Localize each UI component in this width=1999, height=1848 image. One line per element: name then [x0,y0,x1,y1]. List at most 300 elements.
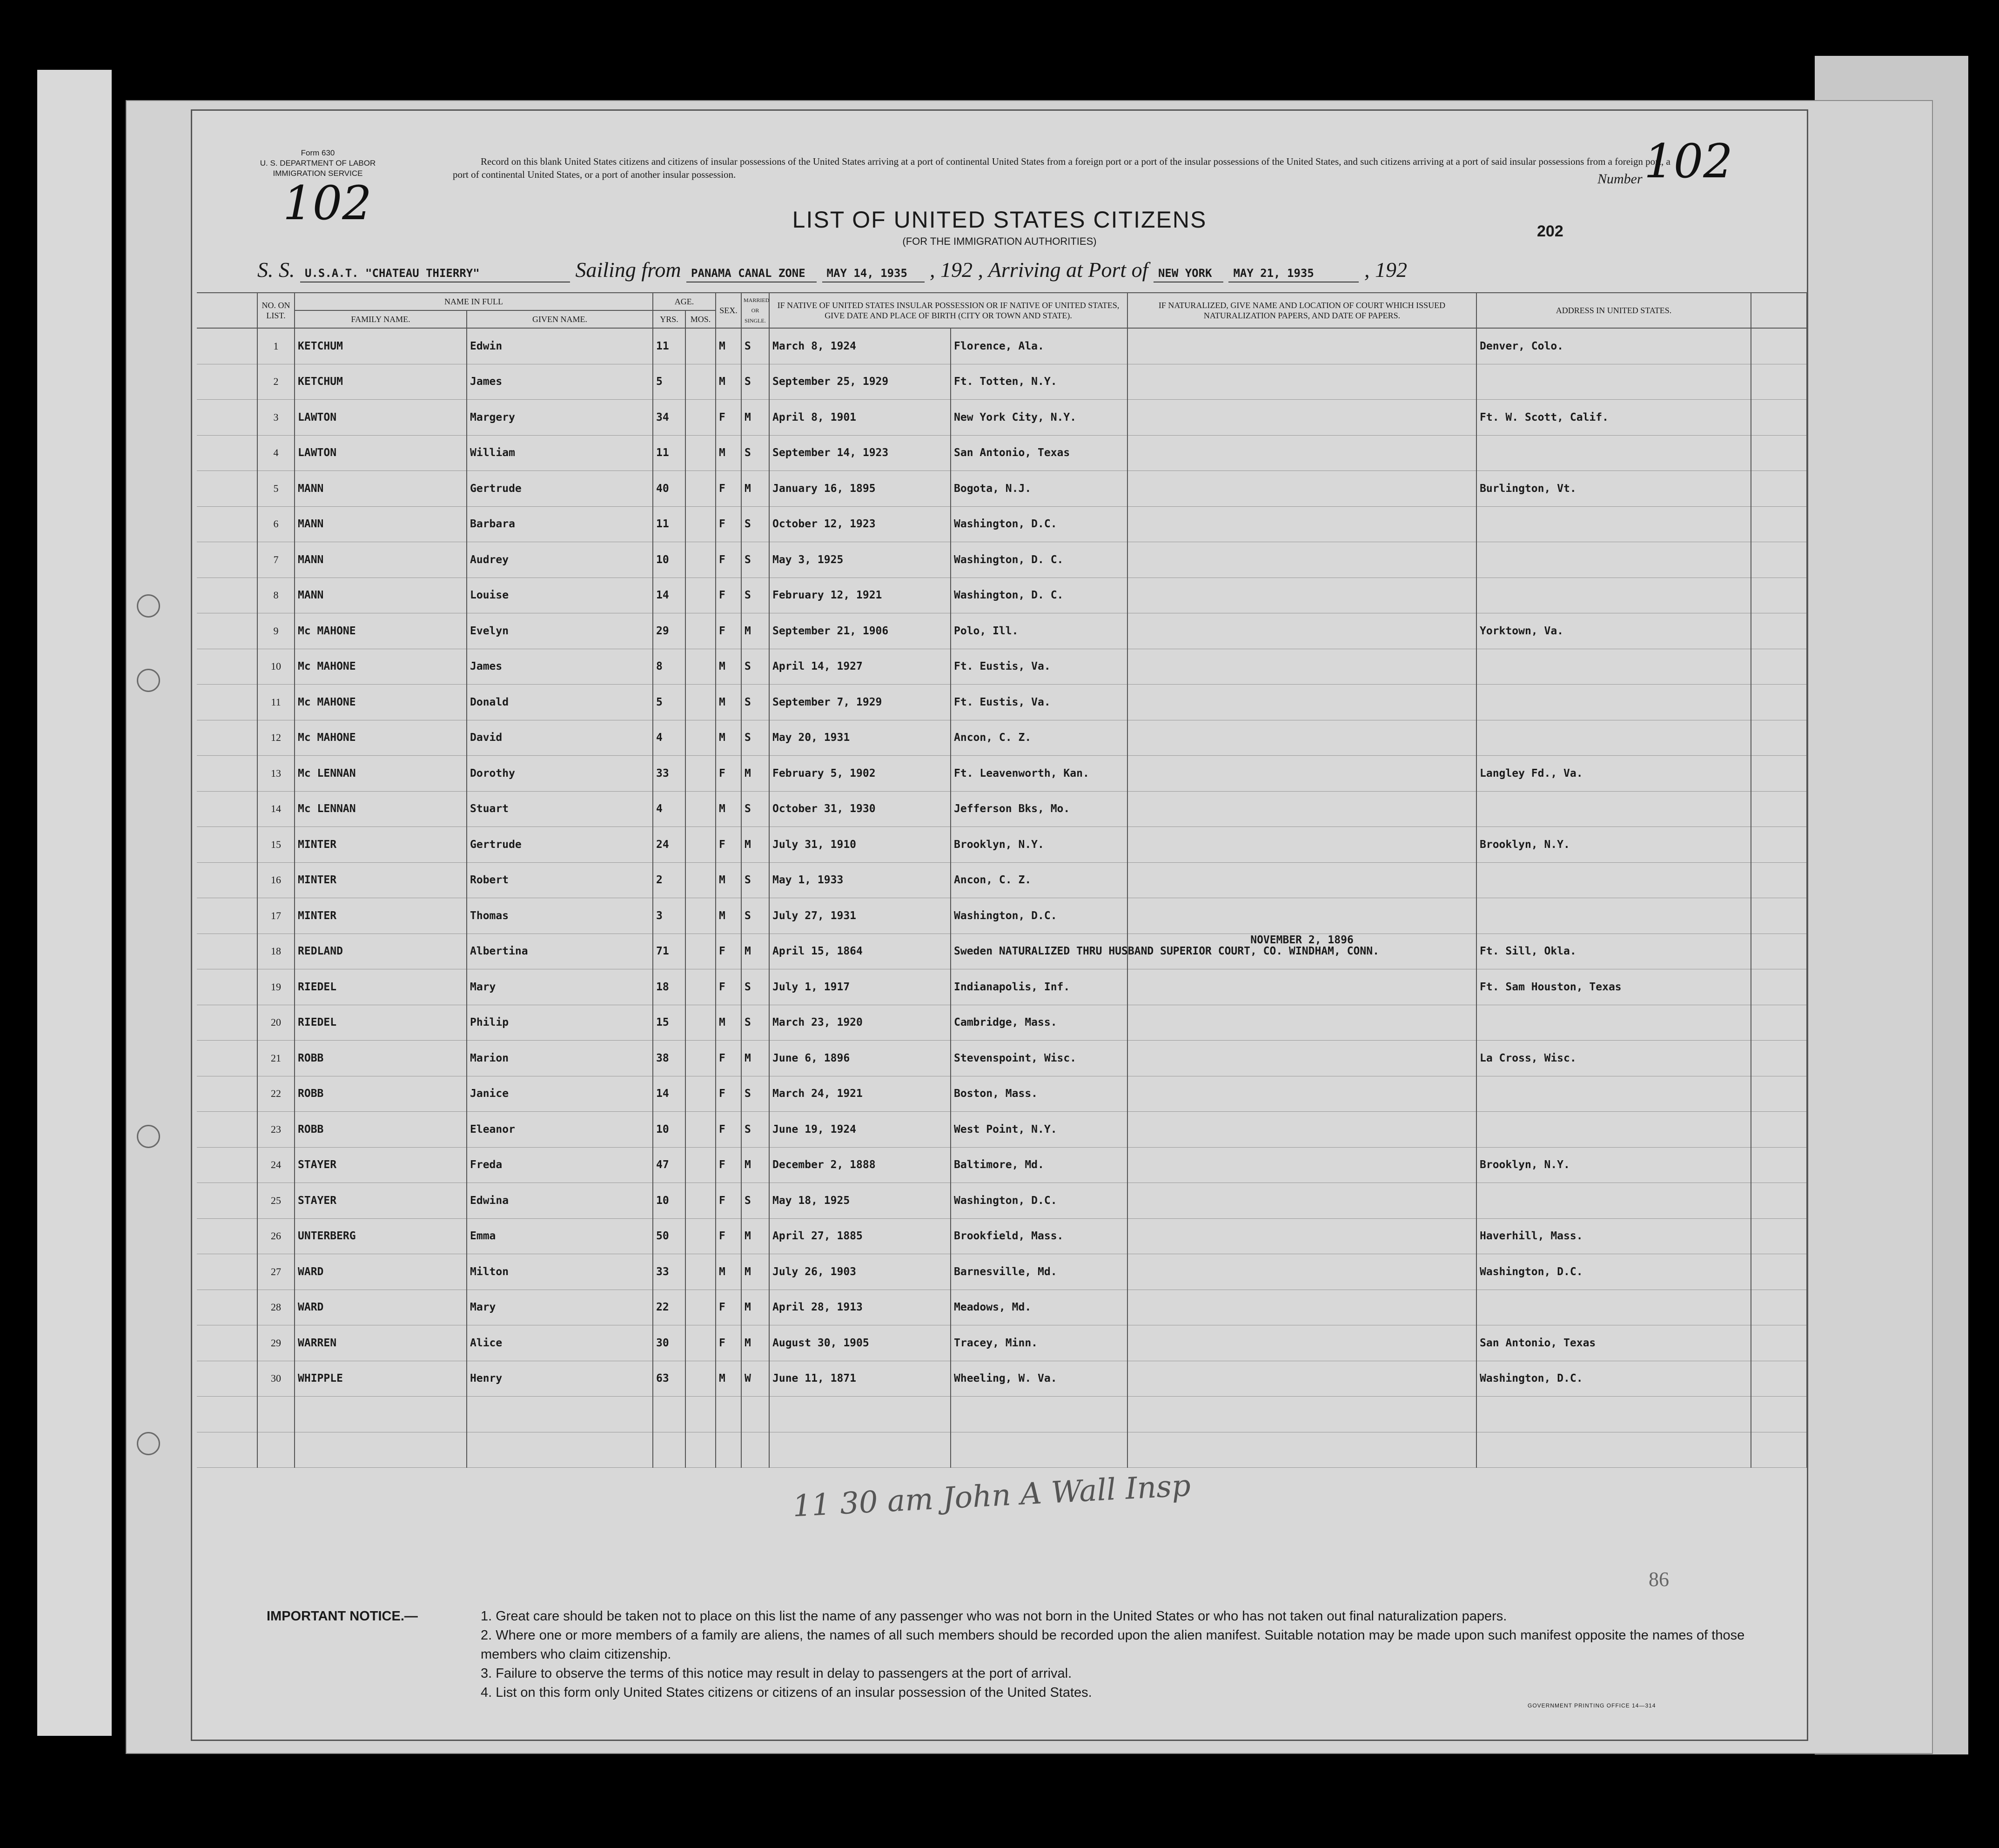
address [1476,1112,1751,1148]
age-years: 33 [653,1254,685,1290]
birth-date: April 14, 1927 [769,649,951,685]
sailing-date: MAY 14, 1935 [822,267,925,282]
family-name: Mc MAHONE [295,720,467,756]
birth-date: January 16, 1895 [769,471,951,507]
family-name: Mc MAHONE [295,685,467,720]
age-months [685,969,716,1005]
row-number: 9 [257,613,295,649]
address [1476,898,1751,934]
header-naturalized: IF NATURALIZED, GIVE NAME AND LOCATION OF COURT WHICH ISSUED NATURALIZATION PAPERS, AND DATE OF PAPERS. [1127,293,1476,328]
birth-place: Stevenspoint, Wisc. [951,1041,1127,1076]
age-years: 5 [653,685,685,720]
row-number: 19 [257,969,295,1005]
marital-status: M [741,756,769,792]
table-row [197,1361,1807,1397]
birth-place: Washington, D. C. [951,578,1127,613]
table-row [197,1290,1807,1325]
sailing-port: PANAMA CANAL ZONE [686,267,817,282]
notice-item: 4. List on this form only United States citizens or citizens of an insular possession of the United States. [481,1685,1092,1700]
naturalization [1127,364,1476,400]
table-row [197,898,1807,934]
naturalization [1127,1325,1476,1361]
birth-place: New York City, N.Y. [951,400,1127,436]
sex: M [716,791,741,827]
given-name: Barbara [467,506,653,542]
age-months [685,649,716,685]
sex: F [716,1076,741,1112]
family-name: LAWTON [295,400,467,436]
address: Denver, Colo. [1476,328,1751,364]
naturalization [1127,506,1476,542]
birth-date: May 18, 1925 [769,1183,951,1219]
ship-name: U.S.A.T. "CHATEAU THIERRY" [300,267,570,282]
form-title: LIST OF UNITED STATES CITIZENS [792,207,1207,233]
birth-place: Cambridge, Mass. [951,1005,1127,1041]
naturalization [1127,862,1476,898]
birth-place: Florence, Ala. [951,328,1127,364]
marital-status: S [741,649,769,685]
address: Haverhill, Mass. [1476,1218,1751,1254]
age-years: 11 [653,435,685,471]
birth-date: June 6, 1896 [769,1041,951,1076]
sex: F [716,542,741,578]
given-name: James [467,364,653,400]
sex: M [716,1361,741,1397]
table-row [197,1218,1807,1254]
family-name: Mc MAHONE [295,613,467,649]
family-name: ROBB [295,1112,467,1148]
table-row [197,542,1807,578]
naturalization [1127,649,1476,685]
marital-status: S [741,364,769,400]
naturalization [1127,1361,1476,1397]
family-name: Mc LENNAN [295,756,467,792]
row-number: 3 [257,400,295,436]
age-months [685,364,716,400]
row-number: 4 [257,435,295,471]
age-months [685,435,716,471]
age-years: 11 [653,506,685,542]
sex: M [716,328,741,364]
row-number: 15 [257,827,295,863]
naturalization: NOVEMBER 2, 1896 [1127,934,1476,969]
table-row [197,649,1807,685]
age-months [685,1218,716,1254]
age-months [685,1005,716,1041]
sex: M [716,649,741,685]
sex: F [716,934,741,969]
handwritten-list-number: 102 [283,176,372,230]
given-name: William [467,435,653,471]
address: San Antonio, Texas [1476,1325,1751,1361]
header-address: ADDRESS IN UNITED STATES. [1476,293,1751,328]
given-name: Stuart [467,791,653,827]
address: Ft. W. Scott, Calif. [1476,400,1751,436]
given-name: Edwin [467,328,653,364]
row-number: 5 [257,471,295,507]
address [1476,435,1751,471]
header-married: MARRIED OR SINGLE. [741,293,769,328]
marital-status: M [741,613,769,649]
age-months [685,827,716,863]
age-months [685,1290,716,1325]
sex: F [716,1183,741,1219]
age-years: 18 [653,969,685,1005]
sex: F [716,506,741,542]
given-name: Dorothy [467,756,653,792]
family-name: WARREN [295,1325,467,1361]
table-row [197,578,1807,613]
birth-date: July 1, 1917 [769,969,951,1005]
birth-place: West Point, N.Y. [951,1112,1127,1148]
page-number: 86 [1649,1568,1669,1591]
age-years: 14 [653,1076,685,1112]
header-no: NO. ON LIST. [257,293,295,328]
address [1476,1183,1751,1219]
birth-date: July 31, 1910 [769,827,951,863]
row-number: 28 [257,1290,295,1325]
age-months [685,506,716,542]
table-header-row [197,293,1807,310]
birth-date: December 2, 1888 [769,1147,951,1183]
given-name: Gertrude [467,827,653,863]
sex: F [716,756,741,792]
row-number: 24 [257,1147,295,1183]
address [1476,1076,1751,1112]
age-months [685,328,716,364]
address [1476,578,1751,613]
marital-status: S [741,1005,769,1041]
row-number: 2 [257,364,295,400]
marital-status: M [741,1218,769,1254]
passenger-rows [197,328,1807,1468]
marital-status: S [741,328,769,364]
sex: F [716,1218,741,1254]
table-row [197,1005,1807,1041]
age-months [685,685,716,720]
given-name: Alice [467,1325,653,1361]
naturalization [1127,1290,1476,1325]
marital-status: S [741,898,769,934]
row-number: 17 [257,898,295,934]
punch-hole [137,1125,160,1148]
address: Yorktown, Va. [1476,613,1751,649]
table-row [197,1254,1807,1290]
family-name: MINTER [295,827,467,863]
birth-date: August 30, 1905 [769,1325,951,1361]
age-months [685,400,716,436]
table-row [197,506,1807,542]
birth-place: Washington, D.C. [951,506,1127,542]
sex: F [716,1147,741,1183]
marital-status: M [741,1254,769,1290]
given-name: Edwina [467,1183,653,1219]
sex: F [716,400,741,436]
marital-status: S [741,1112,769,1148]
department-name: U. S. DEPARTMENT OF LABOR [260,159,376,168]
birth-place: Tracey, Minn. [951,1325,1127,1361]
age-months [685,934,716,969]
birth-place: Ft. Totten, N.Y. [951,364,1127,400]
blank-row [197,1397,1807,1432]
given-name: Thomas [467,898,653,934]
row-number: 14 [257,791,295,827]
marital-status: S [741,791,769,827]
table-row [197,1325,1807,1361]
stamped-number: 202 [1537,222,1563,240]
marital-status: M [741,471,769,507]
table-row [197,969,1807,1005]
address [1476,542,1751,578]
address: Burlington, Vt. [1476,471,1751,507]
table-row [197,685,1807,720]
age-months [685,1147,716,1183]
birth-place: Ft. Eustis, Va. [951,649,1127,685]
age-years: 30 [653,1325,685,1361]
birth-place: Brooklyn, N.Y. [951,827,1127,863]
table-row [197,613,1807,649]
marital-status: S [741,969,769,1005]
birth-place: Sweden NATURALIZED THRU HUSBAND SUPERIOR COURT, CO. WINDHAM, CONN. [951,934,1127,969]
address [1476,862,1751,898]
citizen-list-form [191,109,1808,1741]
age-months [685,471,716,507]
sex: F [716,1290,741,1325]
birth-place: Ancon, C. Z. [951,862,1127,898]
sex: F [716,471,741,507]
naturalization [1127,578,1476,613]
header-birth: IF NATIVE OF UNITED STATES INSULAR POSSESSION OR IF NATIVE OF UNITED STATES, GIVE DATE AND PLACE OF BIRTH (CITY OR TOWN AND STATE). [769,293,1127,328]
notice-item: 3. Failure to observe the terms of this notice may result in delay to passengers at the port of arrival. [481,1666,1072,1681]
sex: M [716,364,741,400]
given-name: Margery [467,400,653,436]
row-number: 7 [257,542,295,578]
sex: F [716,969,741,1005]
naturalization [1127,435,1476,471]
given-name: David [467,720,653,756]
family-name: MANN [295,578,467,613]
table-row [197,471,1807,507]
birth-date: March 23, 1920 [769,1005,951,1041]
naturalization [1127,1076,1476,1112]
naturalization [1127,1112,1476,1148]
row-number: 1 [257,328,295,364]
header-given-name: GIVEN NAME. [467,310,653,328]
form-subtitle: (FOR THE IMMIGRATION AUTHORITIES) [902,235,1097,247]
age-months [685,1112,716,1148]
age-years: 10 [653,1183,685,1219]
age-years: 33 [653,756,685,792]
punch-hole [137,669,160,692]
age-months [685,613,716,649]
family-name: UNTERBERG [295,1218,467,1254]
age-months [685,791,716,827]
row-number: 13 [257,756,295,792]
naturalization [1127,969,1476,1005]
age-years: 4 [653,791,685,827]
sex: M [716,1005,741,1041]
arriving-date: MAY 21, 1935 [1228,267,1359,282]
printing-office-line: GOVERNMENT PRINTING OFFICE 14—314 [1528,1702,1656,1709]
age-years: 24 [653,827,685,863]
birth-place: Indianapolis, Inf. [951,969,1127,1005]
age-years: 29 [653,613,685,649]
birth-date: July 26, 1903 [769,1254,951,1290]
birth-date: April 8, 1901 [769,400,951,436]
number-label: Number [1597,171,1643,187]
sex: M [716,898,741,934]
marital-status: M [741,827,769,863]
given-name: Mary [467,969,653,1005]
family-name: ROBB [295,1041,467,1076]
age-years: 22 [653,1290,685,1325]
given-name: Milton [467,1254,653,1290]
table-row [197,400,1807,436]
marital-status: S [741,542,769,578]
row-number: 25 [257,1183,295,1219]
address [1476,364,1751,400]
header-family-name: FAMILY NAME. [295,310,467,328]
birth-date: May 3, 1925 [769,542,951,578]
naturalization [1127,1005,1476,1041]
given-name: Albertina [467,934,653,969]
birth-date: September 14, 1923 [769,435,951,471]
address: Brooklyn, N.Y. [1476,1147,1751,1183]
address: Brooklyn, N.Y. [1476,827,1751,863]
address: La Cross, Wisc. [1476,1041,1751,1076]
table-row [197,364,1807,400]
given-name: Janice [467,1076,653,1112]
address [1476,1290,1751,1325]
notice-list [481,1607,1760,1702]
birth-place: Ft. Leavenworth, Kan. [951,756,1127,792]
age-months [685,578,716,613]
birth-date: April 15, 1864 [769,934,951,969]
number-value: 102 [1644,134,1733,188]
row-number: 12 [257,720,295,756]
birth-date: July 27, 1931 [769,898,951,934]
naturalization [1127,471,1476,507]
age-months [685,1076,716,1112]
age-years: 34 [653,400,685,436]
family-name: MANN [295,506,467,542]
marital-status: M [741,1290,769,1325]
birth-place: Washington, D. C. [951,542,1127,578]
given-name: Louise [467,578,653,613]
birth-place: Polo, Ill. [951,613,1127,649]
address: Ft. Sill, Okla. [1476,934,1751,969]
marital-status: S [741,435,769,471]
naturalization [1127,791,1476,827]
form-instructions: Record on this blank United States citizens and citizens of insular possessions of the United States arriving at a port of continental United States from a foreign port or a port of the insular possessions of the United States, and such citizens arriving at a port of said insular possessions from a foreign port, a port of continental United States, or a port of another insular possession. [453,156,1670,180]
birth-place: Bogota, N.J. [951,471,1127,507]
sex: F [716,1112,741,1148]
address: Washington, D.C. [1476,1254,1751,1290]
age-years: 5 [653,364,685,400]
birth-date: May 20, 1931 [769,720,951,756]
family-name: WARD [295,1290,467,1325]
family-name: MANN [295,471,467,507]
birth-place: Barnesville, Md. [951,1254,1127,1290]
given-name: Donald [467,685,653,720]
table-row [197,756,1807,792]
header-yrs: YRS. [653,310,685,328]
age-months [685,1361,716,1397]
given-name: Freda [467,1147,653,1183]
header-mos: MOS. [685,310,716,328]
row-number: 18 [257,934,295,969]
birth-date: May 1, 1933 [769,862,951,898]
age-years: 10 [653,542,685,578]
marital-status: S [741,1076,769,1112]
birth-date: April 28, 1913 [769,1290,951,1325]
naturalization [1127,1183,1476,1219]
address [1476,685,1751,720]
row-number: 23 [257,1112,295,1148]
sex: F [716,578,741,613]
age-years: 10 [653,1112,685,1148]
age-months [685,542,716,578]
given-name: Philip [467,1005,653,1041]
table-row [197,862,1807,898]
marital-status: S [741,506,769,542]
given-name: Gertrude [467,471,653,507]
naturalization [1127,1218,1476,1254]
birth-date: April 27, 1885 [769,1218,951,1254]
age-years: 4 [653,720,685,756]
age-years: 14 [653,578,685,613]
address [1476,720,1751,756]
naturalization [1127,685,1476,720]
family-name: LAWTON [295,435,467,471]
birth-date: October 31, 1930 [769,791,951,827]
table-row [197,435,1807,471]
given-name: Marion [467,1041,653,1076]
naturalization [1127,720,1476,756]
sex: M [716,862,741,898]
family-name: WHIPPLE [295,1361,467,1397]
family-name: STAYER [295,1147,467,1183]
birth-place: Baltimore, Md. [951,1147,1127,1183]
age-months [685,756,716,792]
table-row [197,720,1807,756]
birth-date: June 11, 1871 [769,1361,951,1397]
naturalization [1127,1254,1476,1290]
row-number: 11 [257,685,295,720]
birth-place: San Antonio, Texas [951,435,1127,471]
naturalization [1127,328,1476,364]
row-number: 29 [257,1325,295,1361]
marital-status: W [741,1361,769,1397]
age-years: 3 [653,898,685,934]
naturalization [1127,400,1476,436]
age-years: 47 [653,1147,685,1183]
birth-place: Washington, D.C. [951,898,1127,934]
given-name: Eleanor [467,1112,653,1148]
sex: M [716,720,741,756]
given-name: Robert [467,862,653,898]
family-name: WARD [295,1254,467,1290]
form-number: Form 630 [301,148,335,157]
family-name: ROBB [295,1076,467,1112]
birth-date: February 5, 1902 [769,756,951,792]
naturalization [1127,613,1476,649]
birth-date: October 12, 1923 [769,506,951,542]
family-name: REDLAND [295,934,467,969]
sex: M [716,685,741,720]
service-name: IMMIGRATION SERVICE [273,169,363,178]
birth-date: March 24, 1921 [769,1076,951,1112]
